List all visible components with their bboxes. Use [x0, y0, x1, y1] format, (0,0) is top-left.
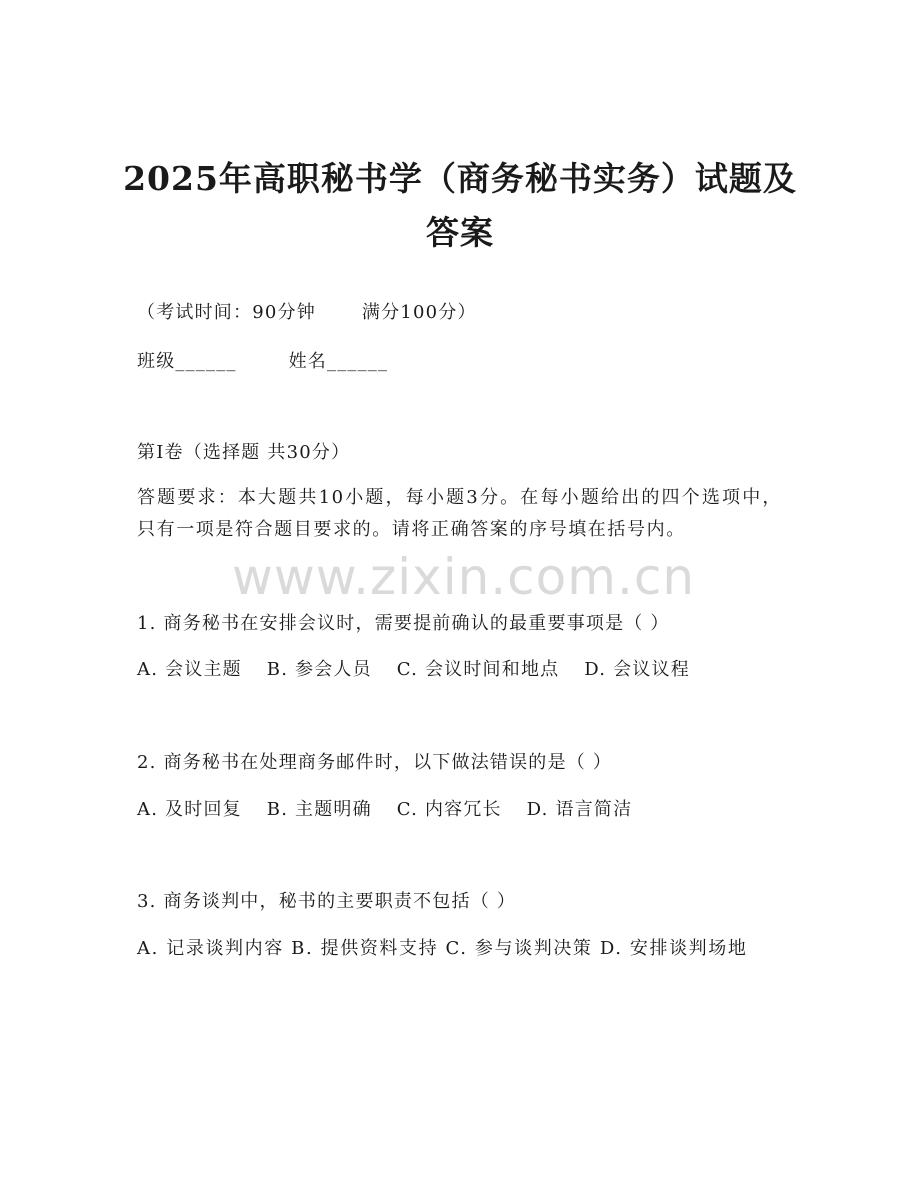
- question-1-option-a: A. 会议主题: [137, 659, 242, 680]
- exam-full-score: 满分100分）: [361, 302, 477, 323]
- question-1-option-c: C. 会议时间和地点: [396, 659, 560, 680]
- question-1-option-b: B. 参会人员: [266, 659, 372, 680]
- question-2-options: [137, 797, 632, 823]
- question-2-option-d: D. 语言简洁: [526, 799, 633, 820]
- question-1-stem: 1. 商务秘书在安排会议时，需要提前确认的最重要事项是（ ）: [137, 613, 670, 634]
- question-2-option-a: A. 及时回复: [137, 799, 242, 820]
- exam-time: （考试时间：90分钟: [137, 302, 316, 323]
- exam-info: [137, 300, 477, 326]
- question-1-options: [137, 657, 690, 683]
- class-field: 班级______: [137, 351, 237, 372]
- question-2-option-c: C. 内容冗长: [396, 799, 502, 820]
- question-1-option-d: D. 会议议程: [584, 659, 690, 680]
- instructions: 答题要求：本大题共10小题，每小题3分。在每小题给出的四个选项中，只有一项是符合题目要求的。请将正确答案的序号填在括号内。: [137, 487, 782, 540]
- question-3-options: A. 记录谈判内容 B. 提供资料支持 C. 参与谈判决策 D. 安排谈判场地: [137, 938, 748, 959]
- title-line-2: 答案: [426, 213, 494, 252]
- student-info: [137, 349, 388, 375]
- section-title: 第I卷（选择题 共30分）: [137, 442, 351, 463]
- watermark: www.zixin.com.cn: [232, 548, 696, 606]
- name-field: 姓名______: [288, 351, 389, 372]
- question-2-stem: 2. 商务秘书在处理商务邮件时，以下做法错误的是（ ）: [137, 752, 613, 773]
- title-line-1: 2025年高职秘书学（商务秘书实务）试题及: [123, 159, 797, 198]
- question-3-stem: 3. 商务谈判中，秘书的主要职责不包括（ ）: [137, 891, 517, 912]
- question-2-option-b: B. 主题明确: [266, 799, 372, 820]
- document-title: [60, 152, 860, 260]
